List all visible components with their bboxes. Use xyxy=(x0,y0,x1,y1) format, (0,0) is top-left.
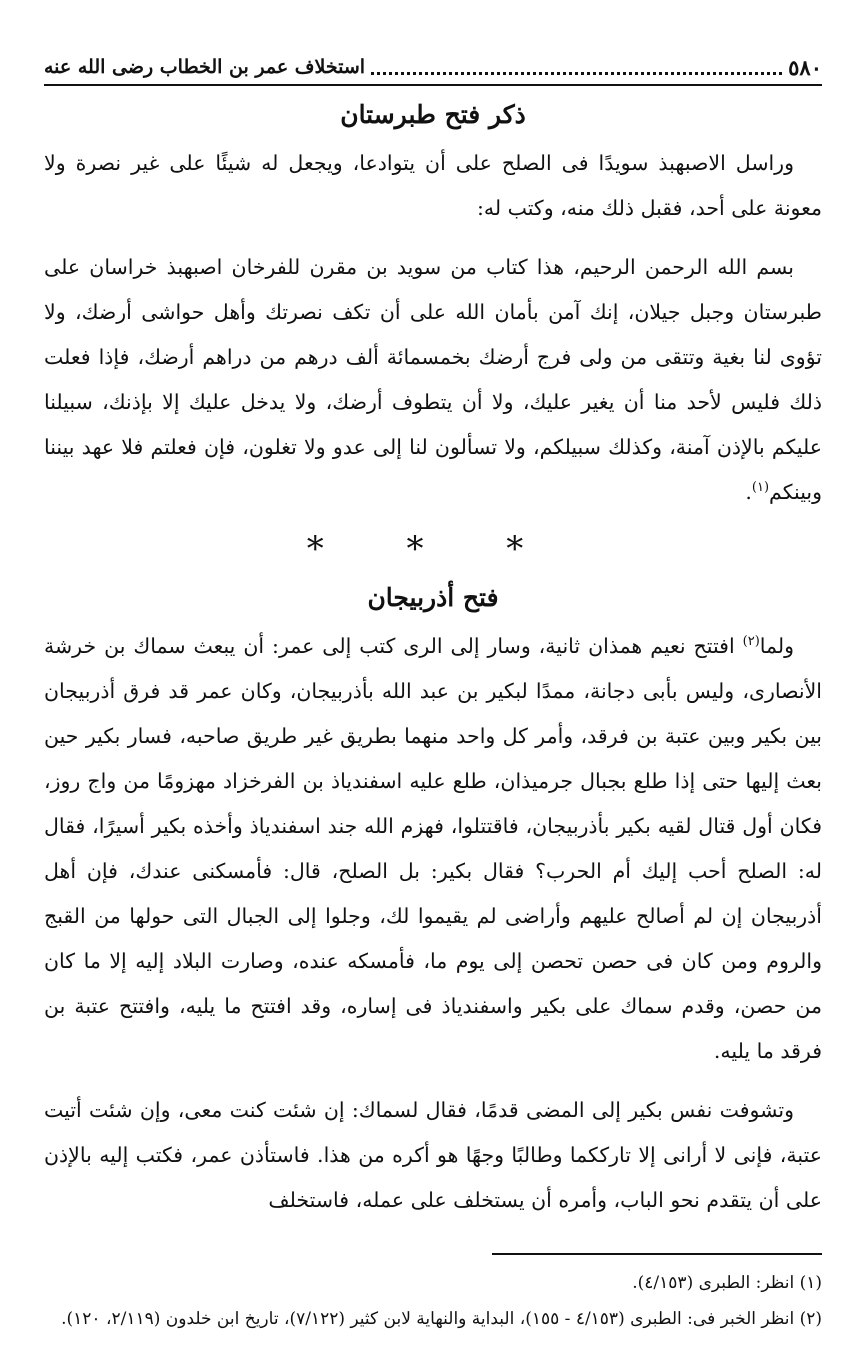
chapter-title: استخلاف عمر بن الخطاب رضى الله عنه xyxy=(44,56,366,78)
paragraph-azerbaijan-1-start: ولما xyxy=(759,634,795,658)
paragraph-azerbaijan-1-rest: افتتح نعيم همذان ثانية، وسار إلى الرى كتب إلى عمر: أن يبعث سماك بن خرشة الأنصارى، وليس بأبى دجانة، ممدًا لبكير بن عبد الله بأذربيجان، وكان عمر قد فرق أذربيجان بين بكير وبين عتبة بن فرقد، وأمر كل واحد منهما بطريق غير طريق صاحبه، فسار بكير حين بعث إليها حتى إذا طلع بجبال جرميذان، طلع عليه اسفندياذ بن الفرخزاد مهزومًا من واج روز، فكان أول قتال لقيه بكير بأذربيجان، فاقتتلوا، فهزم الله جند اسفندياذ وأخذه بكير أسيرًا، فقال له: الصلح أحب إليك أم الحرب؟ فقال بكير: بل الصلح، قال: فأمسكنى عندك، فإن أهل أذربيجان إن لم أصالح عليهم وأراضى لم يقيموا لك، وجلوا إلى الجبال التى حولها من القبج والروم ومن كان فى حصن تحصن إلى يوم ما، فأمسكه عنده، وصارت البلاد إليه إلا ما كان من حصن، وقدم سماك على بكير واسفندياذ فى إساره، وقد افتتح ما يليه، وافتتح عتبة بن فرقد ما يليه. xyxy=(44,634,822,1063)
dot-leader xyxy=(371,60,782,75)
section-heading-azerbaijan: فتح أذربيجان xyxy=(367,583,499,612)
footnote-ref-1: (١) xyxy=(751,480,770,496)
footnote-rule xyxy=(492,1253,822,1255)
section-separator: * * * xyxy=(306,529,560,569)
footnote-1: (١) انظر: الطبرى (٤/١٥٣). xyxy=(632,1273,822,1293)
letter-end-period: . xyxy=(745,480,752,504)
section-heading-tabaristan: ذكر فتح طبرستان xyxy=(340,100,526,129)
paragraph-azerbaijan-1 xyxy=(44,624,822,1074)
paragraph-azerbaijan-2: وتشوفت نفس بكير إلى المضى قدمًا، فقال لسماك: إن شئت كنت معى، وإن شئت أتيت عتبة، فإنى لا أرانى إلا تارككما وطالبًا وجهًا هو أكره من هذا. فاستأذن عمر، فكتب إليه بالإذن على أن يتقدم نحو الباب، وأمره أن يستخلف على عمله، فاستخلف xyxy=(44,1098,822,1212)
page-number: ٥٨٠ xyxy=(788,54,822,80)
footnote-2: (٢) انظر الخبر فى: الطبرى (٤/١٥٣ - ١٥٥)، البداية والنهاية لابن كثير (٧/١٢٢)، تاريخ ابن خلدون (٢/١١٩، ١٢٠). xyxy=(61,1309,822,1329)
paragraph-tabaristan-intro: وراسل الاصبهبذ سويدًا فى الصلح على أن يتوادعا، ويجعل له شيئًا على غير نصرة ولا معونة على أحد، فقبل ذلك منه، وكتب له: xyxy=(44,151,822,220)
paragraph-tabaristan-letter xyxy=(44,245,822,515)
header-rule xyxy=(44,84,822,86)
footnote-ref-2: (٢) xyxy=(742,634,760,650)
running-header xyxy=(44,52,822,82)
letter-text: بسم الله الرحمن الرحيم، هذا كتاب من سويد بن مقرن للفرخان اصبهبذ خراسان على طبرستان وجبل جيلان، إنك آمن بأمان الله على أن تكف نصرتك وأهل حواشى أرضك، ولا تؤوى لنا بغية وتتقى من ولى فرج أرضك بخمسمائة ألف درهم من دراهم أرضك، فإذا فعلت ذلك فليس لأحد منا أن يغير عليك، ولا أن يتطوف أرضك، ولا يدخل عليك إلا بإذنك، سبيلنا عليكم بالإذن آمنة، وكذلك سبيلكم، ولا تسألون لنا إلى عدو ولا تغلون، فإن فعلتم فلا عهد بيننا وبينكم xyxy=(44,255,822,504)
